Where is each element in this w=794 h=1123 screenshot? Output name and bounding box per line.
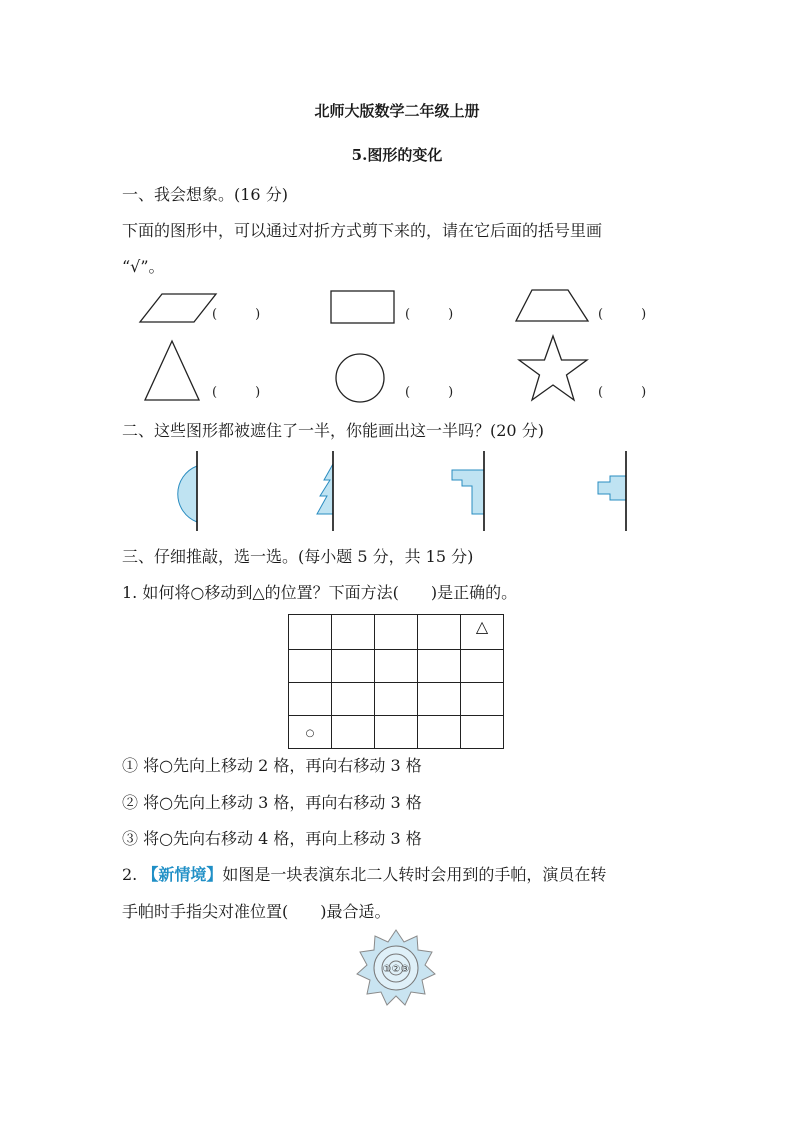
grid-cell-triangle — [461, 615, 504, 650]
answer-paren-triangle[interactable]: ( ) — [212, 385, 261, 400]
half-tree-figure[interactable] — [310, 450, 340, 532]
rectangle-shape — [330, 290, 396, 326]
half-circle-figure[interactable] — [160, 450, 204, 532]
new-context-tag: 【新情境】 — [142, 865, 223, 884]
grid-cell — [289, 615, 332, 650]
half-stair-figure[interactable] — [446, 450, 490, 532]
grid-cell — [332, 683, 375, 716]
answer-paren-circle[interactable]: ( ) — [405, 385, 454, 400]
answer-paren-rectangle[interactable]: ( ) — [405, 307, 454, 322]
q1-option-1[interactable]: ① 将○先向上移动 2 格，再向右移动 3 格 — [122, 756, 422, 775]
grid-cell — [332, 615, 375, 650]
grid-cell — [461, 716, 504, 749]
unit-title: 5.图形的变化 — [351, 146, 443, 164]
grid-cell — [332, 650, 375, 683]
grid-cell — [375, 615, 418, 650]
q1-option-2[interactable]: ② 将○先向上移动 3 格，再向右移动 3 格 — [122, 793, 422, 812]
answer-paren-trapezoid[interactable]: ( ) — [598, 307, 647, 322]
book-title: 北师大版数学二年级上册 — [314, 102, 480, 120]
grid-cell — [418, 716, 461, 749]
q1-option-3[interactable]: ③ 将○先向右移动 4 格，再向上移动 3 格 — [122, 829, 422, 848]
section3-heading: 三、仔细推敲，选一选。(每小题 5 分，共 15 分) — [122, 547, 474, 566]
grid-cell — [418, 615, 461, 650]
triangle-shape — [143, 340, 201, 402]
trapezoid-shape — [514, 288, 590, 324]
answer-paren-star[interactable]: ( ) — [598, 385, 647, 400]
section1-instruction-line1: 下面的图形中，可以通过对折方式剪下来的，请在它后面的括号里画 — [122, 221, 603, 240]
grid-cell — [375, 683, 418, 716]
q2-stem-line1 — [122, 862, 606, 885]
movement-grid — [288, 614, 504, 749]
triangle-marker: △ — [475, 617, 489, 636]
section1-heading: 一、我会想象。(16 分) — [122, 185, 288, 204]
grid-cell — [375, 650, 418, 683]
grid-cell — [461, 650, 504, 683]
grid-cell — [418, 650, 461, 683]
circle-marker: ○ — [305, 728, 315, 739]
q2-stem-line2: 手帕时手指尖对准位置( )最合适。 — [122, 902, 391, 921]
handkerchief-position-labels: ①②③ — [382, 964, 410, 975]
grid-cell-circle — [289, 716, 332, 749]
star-shape — [516, 334, 590, 404]
parallelogram-shape — [138, 292, 218, 326]
section1-instruction-line2: “√”。 — [122, 257, 165, 276]
q2-stem-text: 如图是一块表演东北二人转时会用到的手帕，演员在转 — [222, 865, 607, 884]
grid-cell — [289, 683, 332, 716]
circle-shape — [334, 352, 386, 404]
section2-heading: 二、这些图形都被遮住了一半，你能画出这一半吗？(20 分) — [122, 421, 544, 440]
grid-cell — [289, 650, 332, 683]
grid-cell — [375, 716, 418, 749]
grid-cell — [418, 683, 461, 716]
q1-stem: 1. 如何将○移动到△的位置？下面方法( )是正确的。 — [122, 583, 518, 602]
half-cross-figure[interactable] — [590, 450, 632, 532]
answer-paren-parallelogram[interactable]: ( ) — [212, 307, 261, 322]
grid-cell — [461, 683, 504, 716]
q2-number: 2. — [122, 865, 138, 884]
handkerchief-figure — [355, 928, 437, 1008]
grid-cell — [332, 716, 375, 749]
